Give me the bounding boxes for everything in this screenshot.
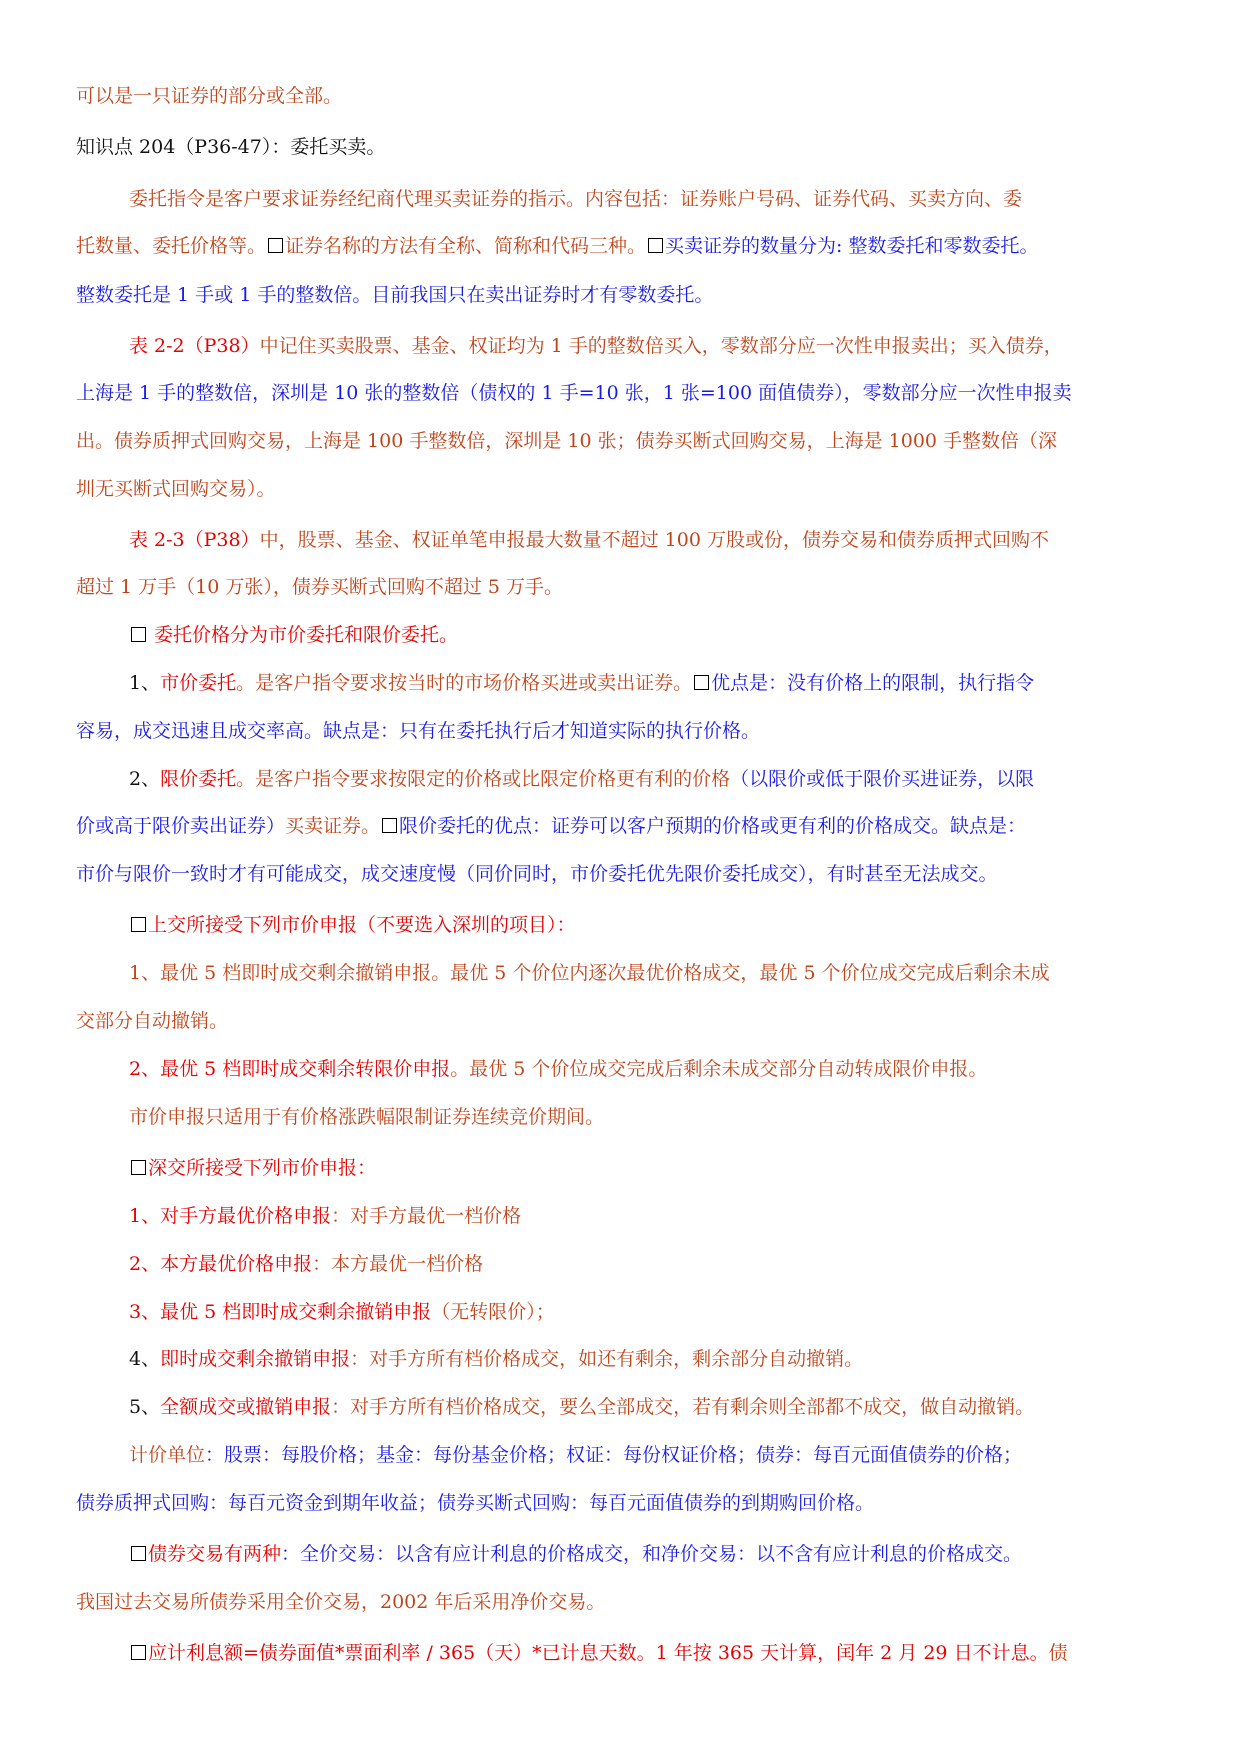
text-line [76,1490,874,1516]
text-line [76,1589,605,1615]
text-line [76,428,1057,454]
text-segment: 计价单位 [129,1444,206,1466]
text-line [76,83,342,109]
text-line [76,861,998,887]
text-segment: 3、最优 5 档即时成交剩余撤销申报 [129,1301,432,1323]
text-segment: （无转限价）； [431,1301,555,1323]
checkbox-glyph-icon [648,238,663,253]
text-segment: 市价申报只适用于有价格涨跌幅限制证券连续竞价期间。 [129,1106,605,1128]
text-segment: 委托价格分为市价委托和限价委托。 [154,624,459,646]
text-line [129,1442,1022,1468]
checkbox-glyph-icon [382,818,397,833]
text-segment: 中记住买卖股票、基金、权证均为 1 手的整数倍买入，零数部分应一次性申报卖出；买入债券， [259,335,1063,357]
text-segment: 2、最优 5 档即时成交剩余转限价申报 [129,1058,451,1080]
text-segment: 上海是 1 手的整数倍，深圳是 10 张的整数倍（债权的 1 手=10 张，1 张=100 面值债券），零数部分应一次性申报卖 [76,382,1072,404]
text-segment: 上交所接受下列市价申报（不要选入深圳的项目）： [148,914,576,936]
text-line [129,766,1034,792]
text-segment: 限价委托 [160,768,237,790]
text-segment: 。是客户指令要求按限定的价格或比限定价格更有利的价格 [236,768,731,790]
text-segment: 1、 [129,672,161,694]
text-line [76,718,760,744]
text-line [129,912,576,938]
text-segment: 可以是一只证券的部分或全部。 [76,85,343,107]
text-line [76,380,1072,406]
text-segment: 表 2-3（P38） [129,529,260,551]
text-line [129,1251,483,1277]
text-segment: 容易，成交迅速且成交率高。缺点是：只有在委托执行后才知道实际的执行价格。 [76,720,761,742]
text-segment: 优点是：没有价格上的限制，执行指令 [711,672,1035,694]
text-line [129,622,458,648]
text-line [129,960,1050,986]
text-line [129,1541,1022,1567]
text-line [129,527,1049,553]
text-segment: 出。债券质押式回购交易，上海是 100 手整数倍，深圳是 10 张；债券买断式回购交易，上海是 1000 手整数倍（深 [76,430,1058,452]
text-line [76,1008,228,1034]
text-segment: 。最优 5 个价位成交完成后剩余未成交部分自动转成限价申报。 [450,1058,988,1080]
text-segment: 价或高于限价卖出证券） [76,815,286,837]
text-line [129,1104,604,1130]
text-segment: 中，股票、基金、权证单笔申报最大数量不超过 100 万股或份，债券交易和债券质押式回购不 [259,529,1049,551]
text-segment: 交部分自动撤销。 [76,1010,229,1032]
text-line [129,333,1063,359]
text-segment: 1、最优 5 档即时成交剩余撤销申报。最优 5 个价位内逐次最优价格成交，最优 5 个价位成交完成后剩余未成 [129,962,1050,984]
text-segment: ：本方最优一档价格 [312,1253,484,1275]
text-segment: ：对手方最优一档价格 [331,1205,522,1227]
text-segment: 4、 [129,1348,161,1370]
text-segment: ：对手方所有档价格成交，如还有剩余，剩余部分自动撤销。 [350,1348,864,1370]
text-line [76,233,1038,259]
text-segment: ：对手方所有档价格成交，要么全部成交，若有剩余则全部都不成交，做自动撤销。 [331,1396,1035,1418]
checkbox-glyph-icon [131,1546,146,1561]
checkbox-glyph-icon [131,1160,146,1175]
text-segment: 5、 [129,1396,161,1418]
text-line [129,1394,1034,1420]
text-segment: 市价与限价一致时才有可能成交，成交速度慢（同价同时，市价委托优先限价委托成交），有时甚至无法成交。 [76,863,998,885]
text-segment: 全额成交或撤销申报 [160,1396,332,1418]
text-segment: 整数委托是 1 手或 1 手的整数倍。目前我国只在卖出证券时才有零数委托。 [76,284,714,306]
text-segment: 证券名称的方法有全称、简称和代码三种。 [285,235,647,257]
checkbox-glyph-icon [268,238,283,253]
text-line [129,670,1034,696]
text-line [76,476,276,502]
text-segment: ：全价交易：以含有应计利息的价格成交，和净价交易：以不含有应计利息的价格成交。 [281,1543,1023,1565]
text-line [129,1155,376,1181]
text-segment: 1、对手方最优价格申报 [129,1205,332,1227]
checkbox-glyph-icon [694,675,709,690]
text-segment: 知识点 204（P36-47）：委托买卖。 [76,136,386,158]
text-line [76,574,563,600]
text-line [76,282,713,308]
text-line [129,1203,521,1229]
text-segment: 市价委托 [160,672,237,694]
text-segment: 超过 1 万手（10 万张），债券买断式回购不超过 5 万手。 [76,576,564,598]
text-line [76,134,385,160]
text-segment: 买卖证券的数量分为: 整数委托和零数委托。 [665,235,1039,257]
text-line [129,186,1022,212]
checkbox-glyph-icon [131,1645,146,1660]
text-segment: 。是客户指令要求按当时的市场价格买进或卖出证券。 [236,672,693,694]
checkbox-glyph-icon [131,627,146,642]
text-segment: 表 2-2（P38） [129,335,260,357]
text-line [129,1299,555,1325]
text-line [129,1640,1068,1666]
text-segment: 债券交易有两种 [148,1543,282,1565]
text-line [129,1346,863,1372]
text-segment: 限价委托的优点：证券可以客户预期的价格或更有利的价格成交。缺点是： [399,815,1027,837]
text-segment: 债券质押式回购：每百元资金到期年收益；债券买断式回购：每百元面值债券的到期购回价格。 [76,1492,875,1514]
checkbox-glyph-icon [131,917,146,932]
text-segment: 应计利息额=债券面值*票面利率 / 365（天）*已计息天数。1 年按 365 天计算，闰年 2 月 29 日不计息。 [148,1642,1049,1664]
text-segment: 2、 [129,768,161,790]
text-segment: ：股票：每股价格；基金：每份基金价格；权证：每份权证价格；债券：每百元面值债券的价格； [205,1444,1023,1466]
text-segment: 深交所接受下列市价申报： [148,1157,377,1179]
text-segment: 2、本方最优价格申报 [129,1253,313,1275]
text-line [129,1056,987,1082]
text-segment: 买卖证券。 [285,815,381,837]
text-segment: （以限价或低于限价买进证券，以限 [730,768,1035,790]
text-segment: 债 [1048,1642,1068,1664]
text-segment: 圳无买断式回购交易）。 [76,478,276,500]
text-segment: 委托指令是客户要求证券经纪商代理买卖证券的指示。内容包括：证券账户号码、证券代码、买卖方向、委 [129,188,1023,210]
text-segment: 即时成交剩余撤销申报 [160,1348,351,1370]
text-line [76,813,1026,839]
text-segment: 托数量、委托价格等。 [76,235,267,257]
text-segment: 我国过去交易所债券采用全价交易，2002 年后采用净价交易。 [76,1591,606,1613]
